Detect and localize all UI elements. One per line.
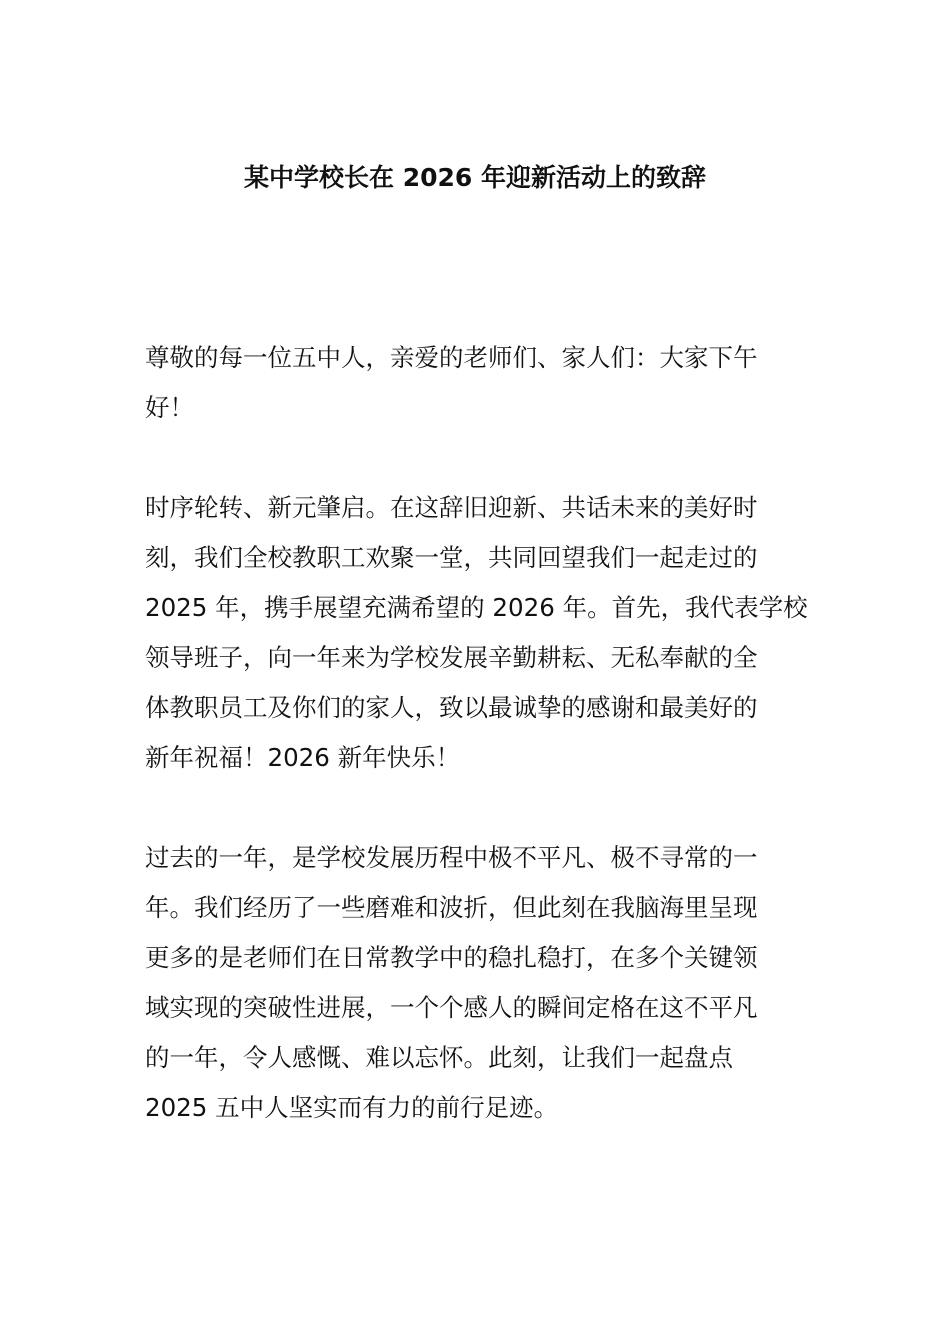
text-line: 时序轮转、新元肇启。在这辞旧迎新、共话未来的美好时 (145, 493, 758, 522)
text-line: 2025 五中人坚实而有力的前行足迹。 (145, 1093, 559, 1122)
paragraph-greeting (145, 333, 807, 433)
text-line: 更多的是老师们在日常教学中的稳扎稳打，在多个关键领 (145, 943, 758, 972)
text-line: 新年祝福！2026 新年快乐！ (145, 743, 461, 772)
text-line: 刻，我们全校教职工欢聚一堂，共同回望我们一起走过的 (145, 543, 758, 572)
text-line: 年。我们经历了一些磨难和波折，但此刻在我脑海里呈现 (145, 893, 758, 922)
paragraph-new-year-wishes (145, 483, 807, 783)
text-line: 领导班子，向一年来为学校发展辛勤耕耘、无私奉献的全 (145, 643, 758, 672)
text-line: 尊敬的每一位五中人，亲爱的老师们、家人们：大家下午 (145, 343, 758, 372)
text-line: 过去的一年，是学校发展历程中极不平凡、极不寻常的一 (145, 843, 758, 872)
document-title: 某中学校长在 2026 年迎新活动上的致辞 (244, 163, 706, 192)
paragraph-year-review (145, 833, 807, 1133)
text-line: 2025 年，携手展望充满希望的 2026 年。首先，我代表学校 (145, 593, 808, 622)
document-body (145, 333, 807, 1183)
text-line: 好！ (145, 393, 194, 422)
text-line: 体教职员工及你们的家人，致以最诚挚的感谢和最美好的 (145, 693, 758, 722)
text-line: 域实现的突破性进展，一个个感人的瞬间定格在这不平凡 (145, 993, 758, 1022)
text-line: 的一年，令人感慨、难以忘怀。此刻，让我们一起盘点 (145, 1043, 733, 1072)
